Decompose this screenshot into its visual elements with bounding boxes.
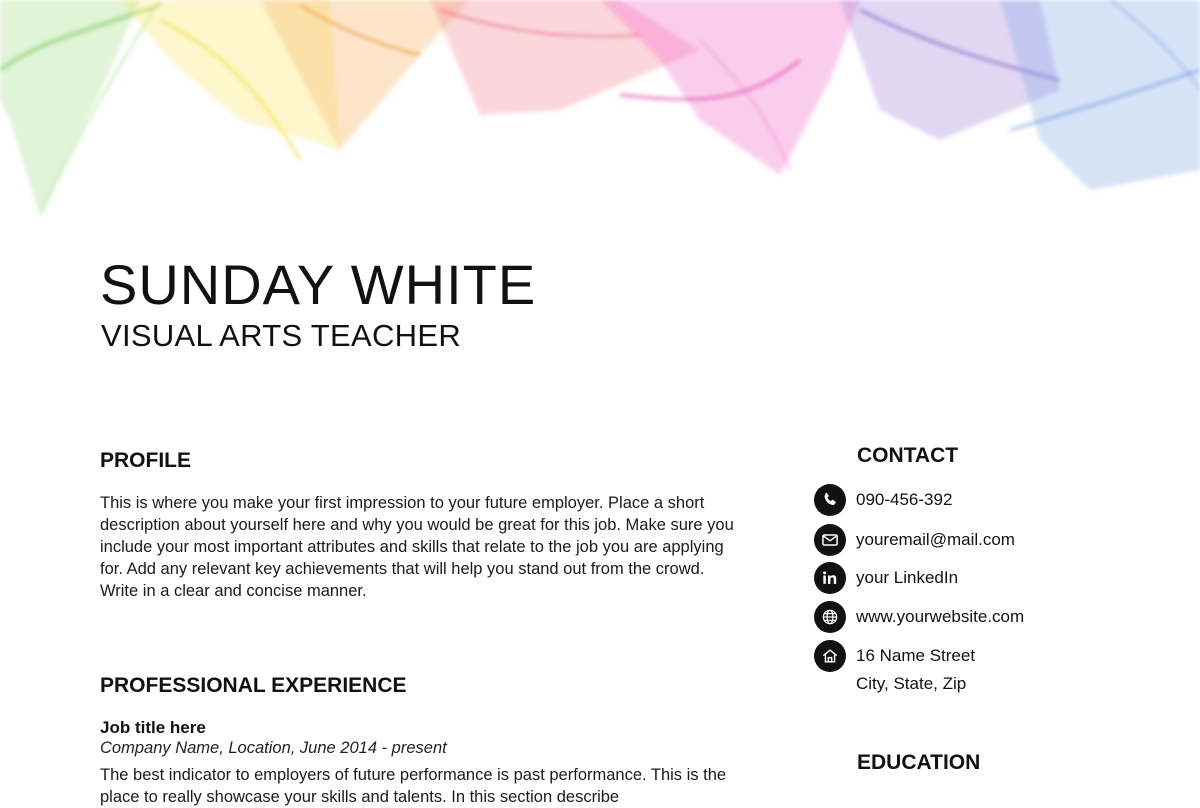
contact-address-line1: 16 Name Street	[856, 646, 976, 665]
job-company: Company Name, Location, June 2014 - present	[100, 739, 447, 757]
contact-website	[814, 601, 1024, 633]
education-heading: EDUCATION	[857, 751, 981, 774]
contact-linkedin	[814, 562, 958, 594]
contact-phone	[814, 484, 952, 516]
job-description: The best indicator to employers of future performance is past performance. This is the place to really showcase your skills and talents. In this section describe	[100, 766, 727, 806]
rainbow-smoke-banner	[0, 0, 1200, 230]
profile-heading: PROFILE	[100, 449, 192, 472]
contact-address	[814, 640, 975, 672]
experience-heading: PROFESSIONAL EXPERIENCE	[100, 674, 407, 697]
home-icon	[814, 640, 846, 672]
phone-icon	[814, 484, 846, 516]
job-title: Job title here	[100, 718, 206, 737]
contact-email	[814, 524, 1015, 556]
mail-icon	[814, 524, 846, 556]
contact-address-line2: City, State, Zip	[856, 674, 967, 693]
candidate-role: VISUAL ARTS TEACHER	[101, 318, 462, 353]
contact-website-text: www.yourwebsite.com	[856, 607, 1025, 626]
contact-phone-text: 090-456-392	[856, 490, 953, 509]
linkedin-icon	[814, 562, 846, 594]
contact-linkedin-text: your LinkedIn	[856, 568, 959, 587]
profile-text: This is where you make your first impression to your future employer. Place a short description about yourself here and why you would be great for this job. Make sure you include your most important attributes and skills that relate to the job you are applying for. Add any relevant key achievements that will help you stand out from the crowd. Write in a clear and concise manner.	[100, 494, 734, 600]
globe-icon	[814, 601, 846, 633]
contact-email-text: youremail@mail.com	[856, 530, 1015, 549]
candidate-name: SUNDAY WHITE	[100, 253, 537, 316]
contact-heading: CONTACT	[857, 444, 959, 467]
